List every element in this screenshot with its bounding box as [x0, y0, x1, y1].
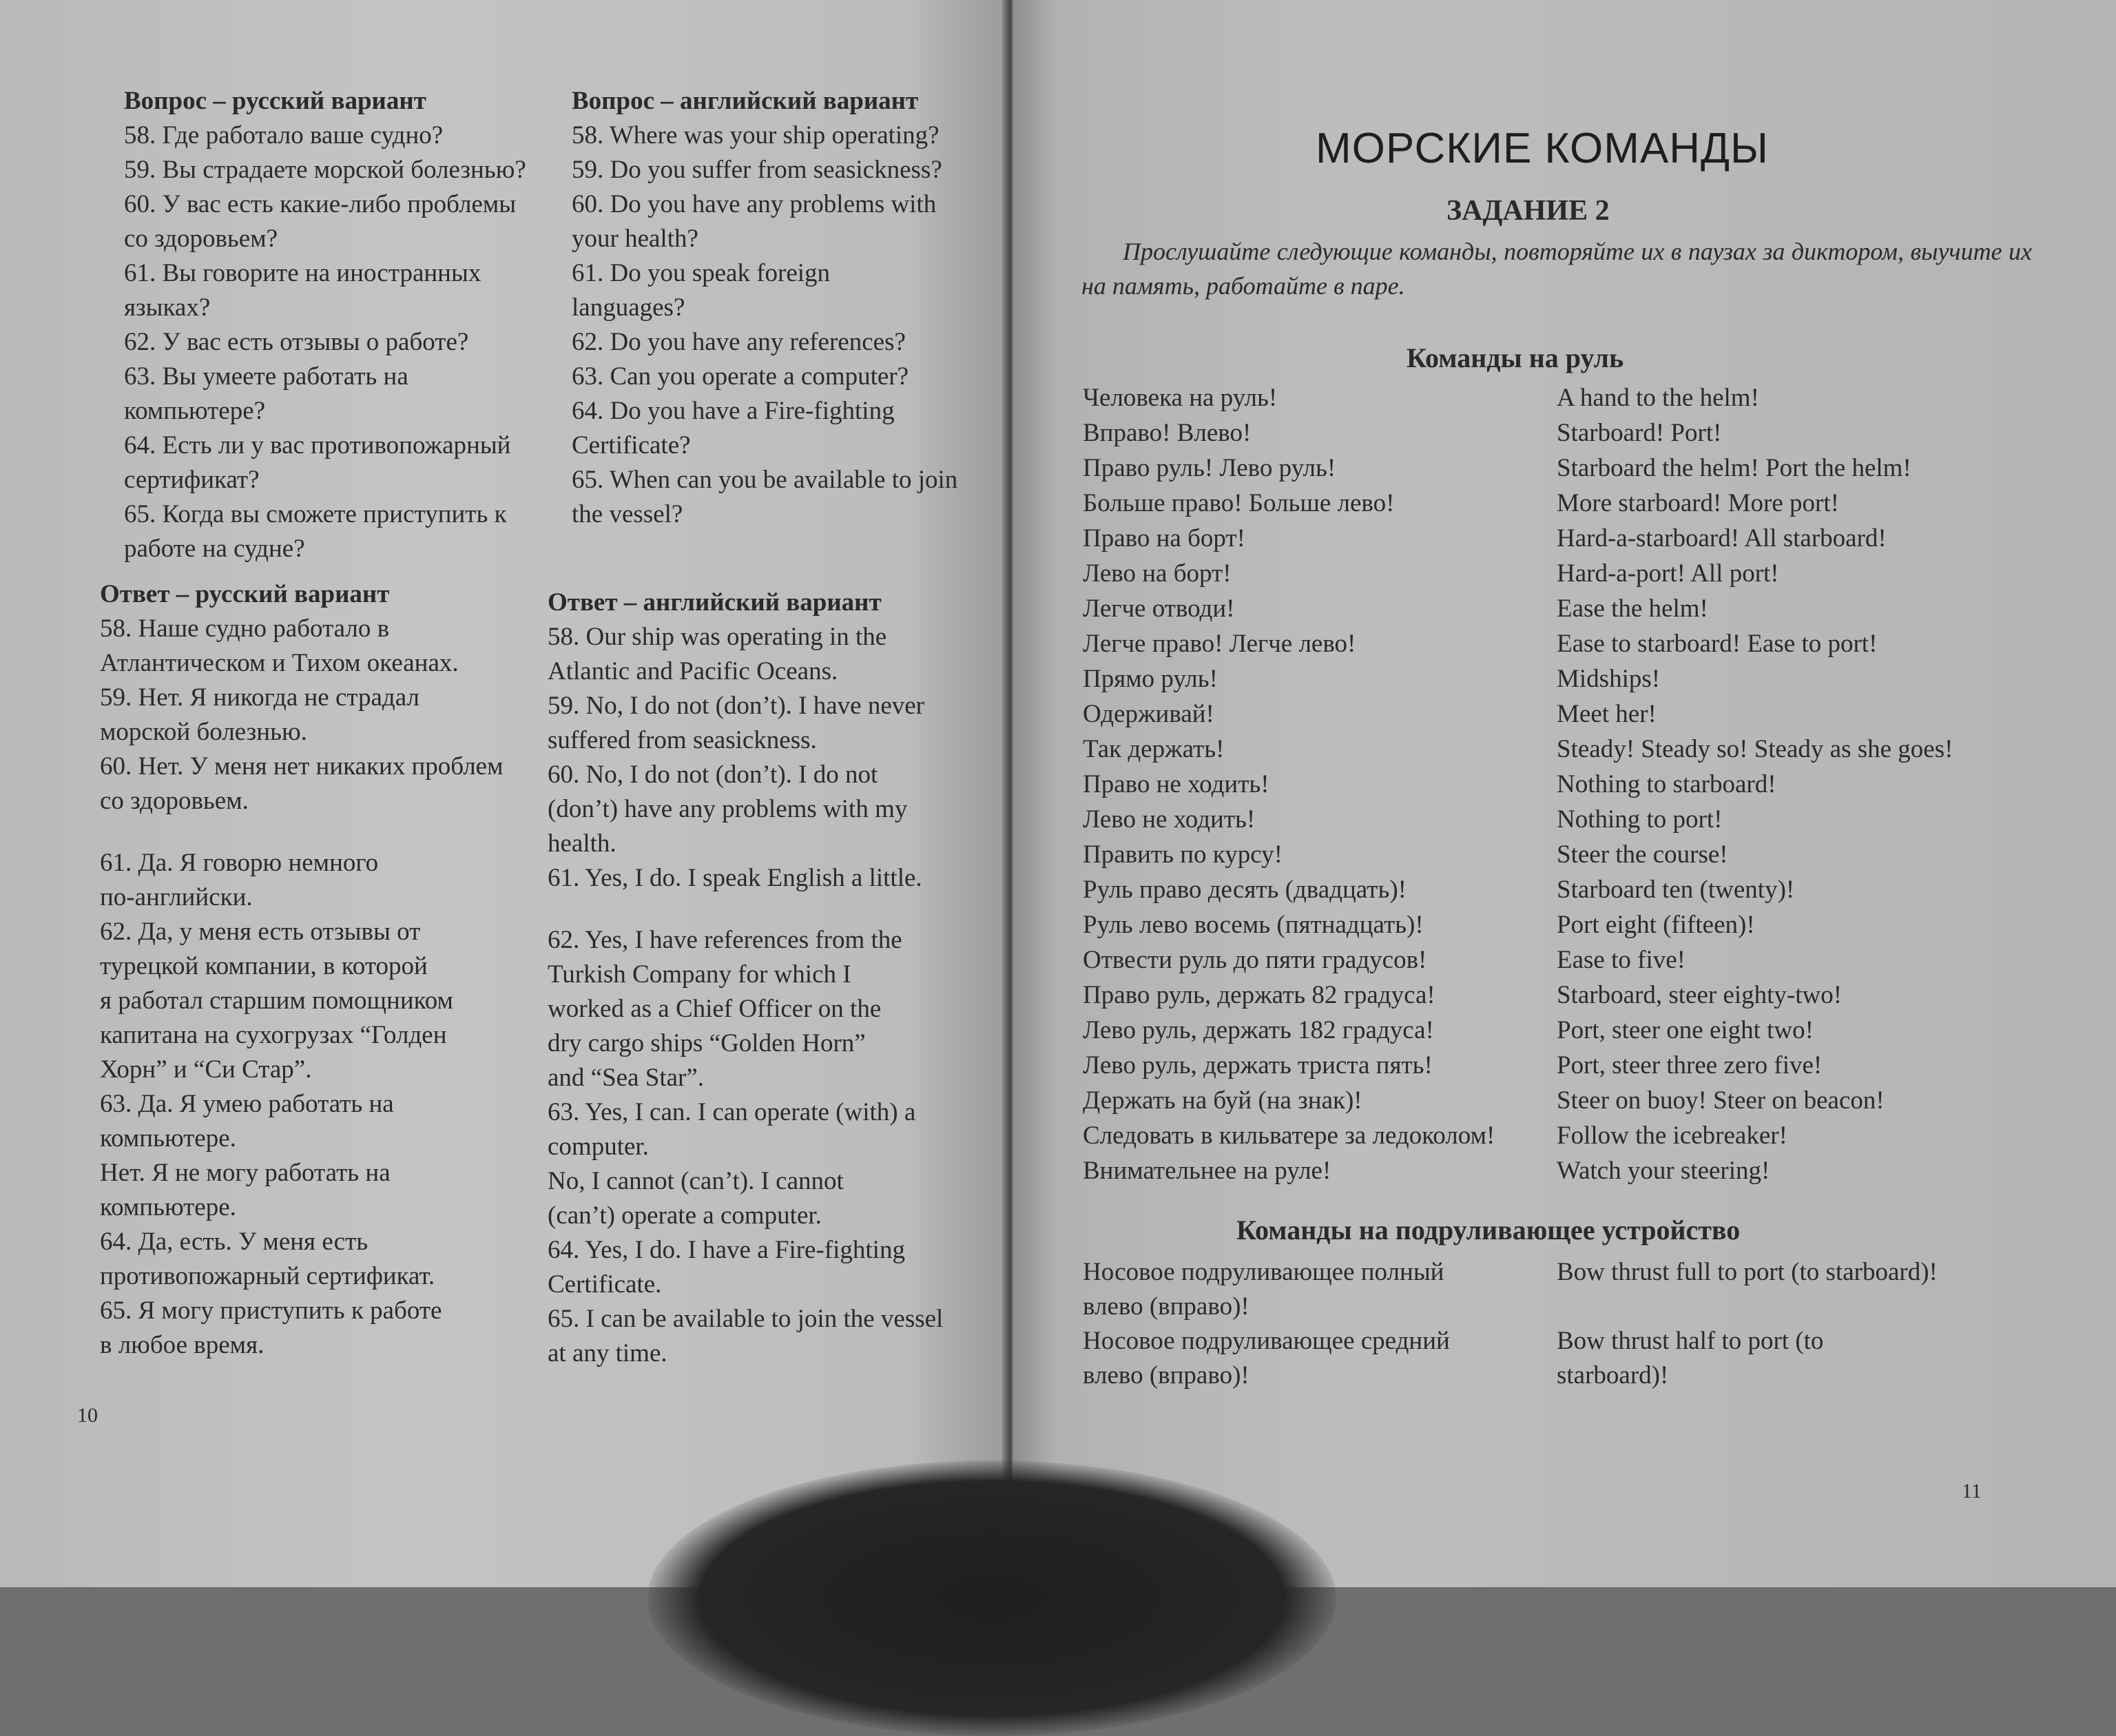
question-en-64: 64. Do you have a Fire-fighting Certificate? [572, 397, 895, 459]
command-row [1083, 591, 1953, 626]
thruster-commands-list [1083, 1255, 1938, 1393]
command-row [1083, 942, 1953, 978]
thruster-commands-heading: Команды на подруливающее устройство [1236, 1215, 1741, 1246]
command-row [1083, 1153, 1953, 1188]
page-number-left: 10 [77, 1404, 98, 1427]
question-ru-60: 60. У вас есть какие-либо проблемы со здоровьем? [124, 190, 517, 253]
answer-ru-heading: Ответ – русский вариант [100, 580, 390, 608]
answer-en-60: 60. No, I do not (don’t). I do not (don’t) have any problems with my health. [548, 761, 908, 858]
command-ru: Вправо! Влево! [1083, 419, 1252, 447]
command-en: Starboard ten (twenty)! [1557, 876, 1795, 904]
command-ru: Внимательнее на руле! [1083, 1157, 1331, 1185]
command-row [1083, 1324, 1938, 1393]
command-ru: Право руль, держать 82 градуса! [1083, 981, 1435, 1009]
page-title: МОРСКИЕ КОМАНДЫ [1316, 125, 1769, 172]
command-en: Nothing to port! [1557, 805, 1723, 834]
question-ru-64: 64. Есть ли у вас противопожарный сертификат? [124, 431, 511, 494]
command-row [1083, 732, 1953, 767]
answer-ru-62: 62. Да, у меня есть отзывы от турецкой компании, в которой я работал старшим помощником капитана на сухогрузах “Голден Хорн” и “Си Стар”. [100, 918, 453, 1084]
answer-ru-65: 65. Я могу приступить к работе в любое время. [100, 1296, 442, 1359]
helm-commands-heading: Команды на руль [1407, 342, 1624, 373]
question-ru-61: 61. Вы говорите на иностранных языках? [124, 259, 481, 322]
question-ru-column [124, 84, 565, 566]
task-instruction: Прослушайте следующие команды, повторяйте их в паузах за диктором, выучите их на память, работайте в паре. [1081, 238, 2032, 300]
task-heading: ЗАДАНИЕ 2 [1446, 195, 1610, 227]
right-page [1013, 0, 2116, 1587]
command-en: Bow thrust full to port (to starboard)! [1557, 1258, 1938, 1286]
command-row [1083, 626, 1953, 661]
command-ru: Лево руль, держать триста пять! [1083, 1051, 1433, 1079]
command-ru: Носовое подруливающее средний влево (вправо)! [1083, 1327, 1450, 1389]
command-en: Hard-a-starboard! All starboard! [1557, 524, 1887, 552]
answer-en-61: 61. Yes, I do. I speak English a little. [548, 864, 922, 892]
command-row [1083, 661, 1953, 696]
question-en-column [572, 84, 999, 532]
answer-ru-60: 60. Нет. У меня нет никаких проблем со здоровьем. [100, 752, 504, 815]
answer-en-59: 59. No, I do not (don’t). I have never suffered from seasickness. [548, 692, 924, 754]
answer-en-heading: Ответ – английский вариант [548, 588, 882, 617]
command-en: Port, steer three zero five! [1557, 1051, 1823, 1079]
camera-shadow [647, 1460, 1336, 1736]
command-ru: Человека на руль! [1083, 384, 1278, 412]
answer-ru-61: 61. Да. Я говорю немного по-английски. [100, 849, 379, 911]
command-ru: Прямо руль! [1083, 665, 1218, 693]
command-row [1083, 1048, 1953, 1083]
command-en: Port eight (fifteen)! [1557, 911, 1755, 939]
question-en-63: 63. Can you operate a computer? [572, 362, 909, 391]
command-en: Follow the icebreaker! [1557, 1122, 1787, 1150]
command-en: Ease to starboard! Ease to port! [1557, 630, 1878, 658]
command-en: Meet her! [1557, 700, 1657, 728]
command-ru: Одерживай! [1083, 700, 1214, 728]
command-en: Nothing to starboard! [1557, 770, 1776, 798]
command-ru: Руль лево восемь (пятнадцать)! [1083, 911, 1424, 939]
question-en-58: 58. Where was your ship operating? [572, 121, 940, 149]
answer-en-62: 62. Yes, I have references from the Turkish Company for which I worked as a Chief Officer on the dry cargo ships “Golden Horn” and “Sea Star”. [548, 926, 902, 1092]
command-en: Midships! [1557, 665, 1661, 693]
command-en: More starboard! More port! [1557, 489, 1839, 517]
command-ru: Носовое подруливающее полный влево (вправо)! [1083, 1258, 1444, 1321]
command-row [1083, 872, 1953, 907]
command-en: Watch your steering! [1557, 1157, 1770, 1185]
question-en-62: 62. Do you have any references? [572, 328, 906, 356]
answer-ru-column [100, 577, 554, 1363]
command-ru: Так держать! [1083, 735, 1225, 763]
command-row [1083, 767, 1953, 802]
command-en: Steer the course! [1557, 840, 1728, 869]
command-en: Port, steer one eight two! [1557, 1016, 1814, 1044]
command-row [1083, 978, 1953, 1013]
command-ru: Руль право десять (двадцать)! [1083, 876, 1407, 904]
command-row [1083, 1255, 1938, 1324]
command-ru: Право на борт! [1083, 524, 1245, 552]
command-ru: Лево руль, держать 182 градуса! [1083, 1016, 1434, 1044]
command-row [1083, 1118, 1953, 1153]
command-ru: Право не ходить! [1083, 770, 1269, 798]
command-row [1083, 1013, 1953, 1048]
helm-commands-list [1083, 380, 1953, 1188]
command-row [1083, 486, 1953, 521]
question-en-65: 65. When can you be available to join the vessel? [572, 466, 958, 528]
question-en-heading: Вопрос – английский вариант [572, 87, 919, 115]
question-ru-62: 62. У вас есть отзывы о работе? [124, 328, 469, 356]
answer-en-column [548, 586, 995, 1371]
command-ru: Лево не ходить! [1083, 805, 1256, 834]
command-row [1083, 907, 1953, 942]
command-ru: Отвести руль до пяти градусов! [1083, 946, 1427, 974]
command-row [1083, 415, 1953, 451]
command-row [1083, 521, 1953, 556]
question-ru-59: 59. Вы страдаете морской болезнью? [124, 156, 526, 184]
command-ru: Больше право! Больше лево! [1083, 489, 1395, 517]
command-ru: Право руль! Лево руль! [1083, 454, 1336, 482]
question-en-59: 59. Do you suffer from seasickness? [572, 156, 942, 184]
answer-ru-59: 59. Нет. Я никогда не страдал морской болезнью. [100, 683, 419, 746]
command-en: Bow thrust half to port (to starboard)! [1557, 1327, 1824, 1389]
question-ru-58: 58. Где работало ваше судно? [124, 121, 444, 149]
command-en: Starboard! Port! [1557, 419, 1722, 447]
command-en: Ease to five! [1557, 946, 1685, 974]
answer-en-63: 63. Yes, I can. I can operate (with) a computer. No, I cannot (can’t). I cannot (can’t) operate a computer. [548, 1098, 916, 1230]
question-en-60: 60. Do you have any problems with your health? [572, 190, 937, 253]
answer-ru-64: 64. Да, есть. У меня есть противопожарный сертификат. [100, 1228, 435, 1290]
answer-en-65: 65. I can be available to join the vessel at any time. [548, 1305, 944, 1367]
command-en: Hard-a-port! All port! [1557, 559, 1779, 588]
question-ru-heading: Вопрос – русский вариант [124, 87, 426, 115]
answer-en-58: 58. Our ship was operating in the Atlantic and Pacific Oceans. [548, 623, 887, 685]
command-en: Starboard, steer eighty-two! [1557, 981, 1843, 1009]
command-ru: Следовать в кильватере за ледоколом! [1083, 1122, 1495, 1150]
page-number-right: 11 [1962, 1480, 1982, 1502]
command-en: Starboard the helm! Port the helm! [1557, 454, 1911, 482]
command-row [1083, 802, 1953, 837]
command-en: A hand to the helm! [1557, 384, 1759, 412]
command-row [1083, 696, 1953, 732]
command-ru: Легче отводи! [1083, 595, 1235, 623]
command-ru: Легче право! Легче лево! [1083, 630, 1356, 658]
command-ru: Править по курсу! [1083, 840, 1283, 869]
command-ru: Лево на борт! [1083, 559, 1232, 588]
command-row [1083, 451, 1953, 486]
question-ru-63: 63. Вы умеете работать на компьютере? [124, 362, 408, 425]
command-row [1083, 837, 1953, 872]
command-row [1083, 1083, 1953, 1118]
command-row [1083, 380, 1953, 415]
answer-ru-58: 58. Наше судно работало в Атлантическом и Тихом океанах. [100, 614, 459, 677]
left-page [0, 0, 1006, 1587]
command-en: Ease the helm! [1557, 595, 1708, 623]
command-en: Steer on buoy! Steer on beacon! [1557, 1086, 1885, 1115]
command-ru: Держать на буй (на знак)! [1083, 1086, 1362, 1115]
question-ru-65: 65. Когда вы сможете приступить к работе на судне? [124, 500, 507, 563]
question-en-61: 61. Do you speak foreign languages? [572, 259, 831, 322]
command-row [1083, 556, 1953, 591]
command-en: Steady! Steady so! Steady as she goes! [1557, 735, 1953, 763]
answer-en-64: 64. Yes, I do. I have a Fire-fighting Certificate. [548, 1236, 905, 1299]
answer-ru-63: 63. Да. Я умею работать на компьютере. Нет. Я не могу работать на компьютере. [100, 1090, 394, 1221]
